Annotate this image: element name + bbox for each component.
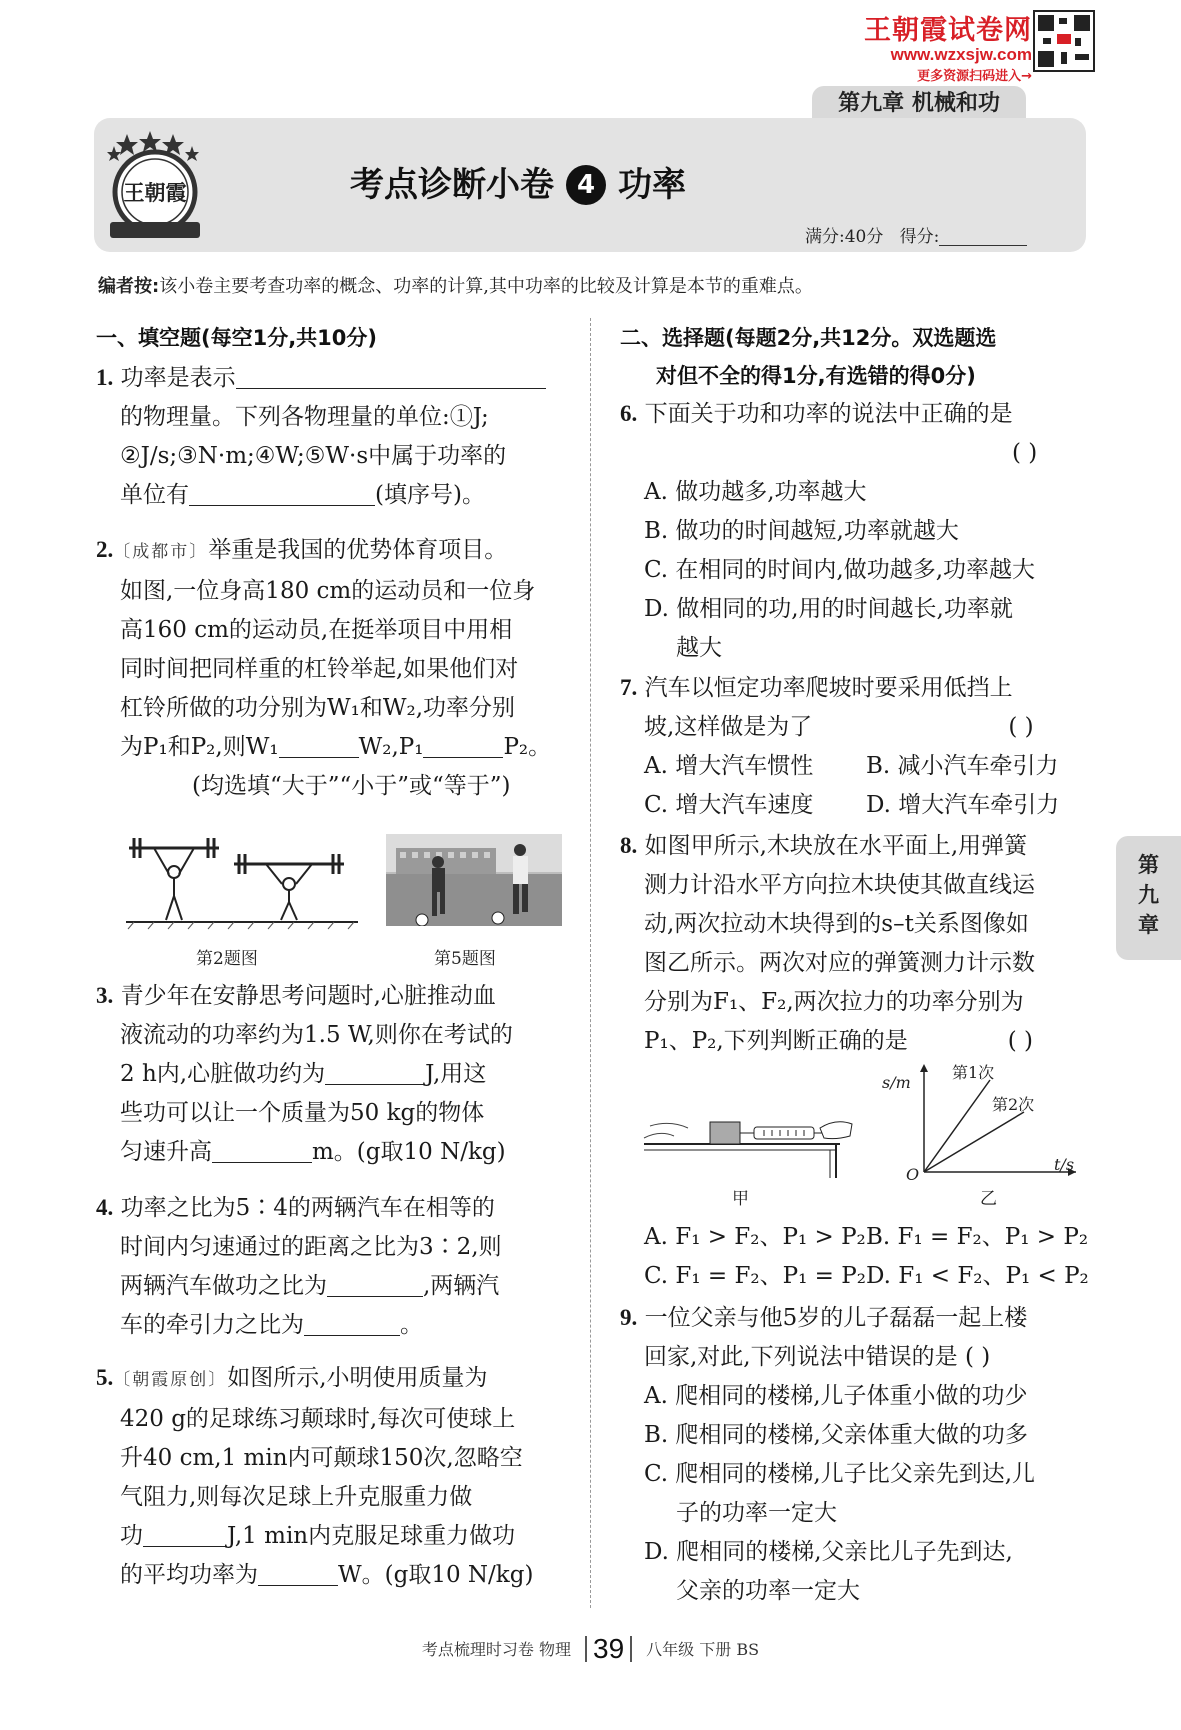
q9-option-b[interactable]: B. 爬相同的楼梯,父亲体重大做的功多 xyxy=(644,1422,1028,1448)
figure-football-photo xyxy=(386,834,562,930)
brand-name: 王朝霞试卷网 xyxy=(864,15,1032,46)
brand-block[interactable] xyxy=(852,8,1032,84)
figure-weightlifters xyxy=(124,832,360,934)
figure-caption-q5: 第5题图 xyxy=(434,949,496,969)
q8-line: P₁、P₂,下列判断正确的是 xyxy=(644,1028,908,1054)
q8-options xyxy=(644,1218,1089,1296)
brand-url[interactable]: www.wzxsjw.com xyxy=(890,45,1032,64)
q9-option-d[interactable]: D. 爬相同的楼梯,父亲比儿子先到达, xyxy=(644,1539,1013,1565)
q6-stem: 下面关于功和功率的说法中正确的是 xyxy=(644,401,1013,427)
question-9 xyxy=(620,1298,1035,1611)
score-line xyxy=(805,220,1027,247)
q7-answer-paren[interactable]: ( ) xyxy=(1008,714,1034,740)
graph-origin: O xyxy=(906,1165,920,1180)
column-divider xyxy=(590,318,591,1608)
graph-line-first xyxy=(924,1080,990,1172)
q6-option-a[interactable]: A. 做功越多,功率越大 xyxy=(644,479,867,505)
q2-line: 高160 cm的运动员,在挺举项目中用相 xyxy=(120,617,513,643)
logo-text: 王朝霞 xyxy=(123,180,187,205)
q5-blank-2[interactable] xyxy=(258,1560,338,1586)
st-graph xyxy=(880,1060,1080,1184)
q9-number: 9. xyxy=(620,1305,638,1330)
q4-line: 功率之比为5∶4的两辆汽车在相等的 xyxy=(120,1195,495,1221)
qr-code-icon[interactable] xyxy=(1033,10,1095,72)
side-tab-char: 第 xyxy=(1138,853,1159,877)
graph-ylabel: s/m xyxy=(882,1073,911,1092)
q8-line: 图乙所示。两次对应的弹簧测力计示数 xyxy=(644,950,1035,976)
q8-option-b[interactable]: B. F₁ = F₂、P₁ > P₂ xyxy=(866,1224,1089,1250)
figure-caption-jia: 甲 xyxy=(732,1189,749,1209)
q8-answer-paren[interactable]: ( ) xyxy=(1007,1028,1033,1054)
q4-line: 车的牵引力之比为 xyxy=(120,1312,304,1338)
q6-number: 6. xyxy=(620,401,638,426)
page-footer xyxy=(0,1633,1181,1664)
question-4 xyxy=(96,1188,502,1345)
title-prefix: 考点诊断小卷 xyxy=(350,165,554,205)
title-suffix: 功率 xyxy=(618,165,686,205)
editor-note xyxy=(98,272,813,298)
q5-line: 升40 cm,1 min内可颠球150次,忽略空 xyxy=(120,1445,523,1471)
full-score: 满分:40分 xyxy=(805,227,884,247)
question-1 xyxy=(96,358,546,515)
brand-more-text: 更多资源扫码进入→ xyxy=(917,69,1032,84)
q6-answer-paren[interactable]: ( ) xyxy=(1012,440,1038,466)
editor-note-label: 编者按: xyxy=(98,276,160,297)
q8-line: 测力计沿水平方向拉木块使其做直线运 xyxy=(644,872,1035,898)
q8-number: 8. xyxy=(620,833,638,858)
q4-line: 。 xyxy=(400,1312,423,1338)
wangzhaoxia-logo xyxy=(104,130,206,244)
q4-number: 4. xyxy=(96,1195,114,1220)
side-chapter-tab xyxy=(1116,836,1181,960)
section2-title-cont: 对但不全的得1分,有选错的得0分) xyxy=(656,364,976,388)
q3-blank-1[interactable] xyxy=(325,1059,425,1085)
q1-number: 1. xyxy=(96,365,114,390)
q7-option-a[interactable]: A. 增大汽车惯性 xyxy=(644,753,814,779)
q3-blank-2[interactable] xyxy=(212,1137,312,1163)
q3-line: 些功可以让一个质量为50 kg的物体 xyxy=(120,1100,485,1126)
q7-option-d[interactable]: D. 增大汽车牵引力 xyxy=(866,792,1060,818)
q3-line: 2 h内,心脏做功约为 xyxy=(120,1061,326,1087)
q4-line: 两辆汽车做功之比为 xyxy=(120,1273,327,1299)
graph-xlabel: t/s xyxy=(1054,1155,1075,1174)
q9-answer-paren[interactable]: ( ) xyxy=(964,1344,991,1370)
q1-line: ②J/s;③N·m;④W;⑤W·s中属于功率的 xyxy=(120,443,507,469)
q4-blank-1[interactable] xyxy=(327,1271,423,1297)
editor-note-text: 该小卷主要考查功率的概念、功率的计算,其中功率的比较及计算是本节的重难点。 xyxy=(159,276,813,297)
q5-line: 420 g的足球练习颠球时,每次可使球上 xyxy=(120,1406,516,1432)
q5-line: W。(g取10 N/kg) xyxy=(338,1562,534,1588)
q8-option-a[interactable]: A. F₁ > F₂、P₁ > P₂ xyxy=(644,1224,866,1250)
q9-option-c-cont: 子的功率一定大 xyxy=(676,1500,837,1526)
q2-line: 为P₁和P₂,则W₁ xyxy=(120,734,279,760)
q6-option-d[interactable]: D. 做相同的功,用的时间越长,功率就 xyxy=(644,596,1013,622)
q5-source: 〔朝霞原创〕 xyxy=(113,1370,228,1390)
q1-blank-1[interactable] xyxy=(236,363,546,389)
q4-blank-2[interactable] xyxy=(304,1310,400,1336)
q2-blank-1[interactable] xyxy=(279,732,359,758)
q5-line: 的平均功率为 xyxy=(120,1562,258,1588)
q2-source: 〔成都市〕 xyxy=(113,542,209,562)
side-tab-char: 章 xyxy=(1138,913,1159,937)
q9-option-d-cont: 父亲的功率一定大 xyxy=(676,1578,860,1604)
q3-line: 青少年在安静思考问题时,心脏推动血 xyxy=(120,983,496,1009)
q3-line: 匀速升高 xyxy=(120,1139,212,1165)
q9-option-a[interactable]: A. 爬相同的楼梯,儿子体重小做的功少 xyxy=(644,1383,1028,1409)
q3-line: 液流动的功率约为1.5 W,则你在考试的 xyxy=(120,1022,513,1048)
page-title xyxy=(350,157,950,206)
figure-block-spring-scale xyxy=(640,1100,855,1184)
q3-line: m。(g取10 N/kg) xyxy=(312,1139,506,1165)
q7-line: 坡,这样做是为了 xyxy=(644,714,813,740)
side-tab-char: 九 xyxy=(1138,883,1159,907)
q2-hint: (均选填“大于”“小于”或“等于”) xyxy=(192,773,511,799)
q6-option-b[interactable]: B. 做功的时间越短,功率就越大 xyxy=(644,518,959,544)
q5-line: 如图所示,小明使用质量为 xyxy=(227,1365,488,1391)
q9-option-c[interactable]: C. 爬相同的楼梯,儿子比父亲先到达,儿 xyxy=(644,1461,1036,1487)
q8-option-c[interactable]: C. F₁ = F₂、P₁ = P₂ xyxy=(644,1263,866,1289)
q1-line: (填序号)。 xyxy=(375,482,485,508)
graph-line-second xyxy=(924,1112,1024,1172)
chapter-tab: 第九章 机械和功 xyxy=(812,86,1026,122)
q8-line: 分别为F₁、F₂,两次拉力的功率分别为 xyxy=(644,989,1024,1015)
q9-line: 回家,对此,下列说法中错误的是 xyxy=(644,1344,958,1370)
question-6 xyxy=(620,394,1037,668)
question-8 xyxy=(620,826,1035,1061)
q8-option-d[interactable]: D. F₁ < F₂、P₁ < P₂ xyxy=(866,1263,1089,1289)
figure-caption-yi: 乙 xyxy=(980,1189,997,1209)
footer-left: 考点梳理时习卷 物理 xyxy=(421,1640,572,1659)
q2-line: 举重是我国的优势体育项目。 xyxy=(208,537,508,563)
q2-line: 杠铃所做的功分别为W₁和W₂,功率分别 xyxy=(120,695,516,721)
question-7 xyxy=(620,668,1059,825)
q8-line: 如图甲所示,木块放在水平面上,用弹簧 xyxy=(644,833,1028,859)
q3-line: J,用这 xyxy=(425,1061,487,1087)
section2-title: 二、选择题(每题2分,共12分。双选题选 xyxy=(620,326,997,350)
graph-label-second: 第2次 xyxy=(992,1095,1035,1114)
q6-option-d-cont: 越大 xyxy=(676,635,722,661)
footer-right: 八年级 下册 BS xyxy=(646,1640,760,1659)
q7-option-c[interactable]: C. 增大汽车速度 xyxy=(644,792,814,818)
question-2 xyxy=(96,530,551,806)
q1-line: 的物理量。下列各物理量的单位:①J; xyxy=(120,404,489,430)
score-label: 得分: xyxy=(899,227,940,247)
page-number: 39 xyxy=(585,1636,632,1662)
st-graph-svg xyxy=(880,1060,1080,1180)
q5-number: 5. xyxy=(96,1365,114,1390)
figure-caption-q2: 第2题图 xyxy=(196,949,258,969)
q4-line: ,两辆汽 xyxy=(423,1273,500,1299)
q5-line: J,1 min内克服足球重力做功 xyxy=(227,1523,516,1549)
q4-line: 时间内匀速通过的距离之比为3∶2,则 xyxy=(120,1234,502,1260)
q8-line: 动,两次拉动木块得到的s–t关系图像如 xyxy=(644,911,1029,937)
q2-line: W₂,P₁ xyxy=(358,734,424,760)
section1-title: 一、填空题(每空1分,共10分) xyxy=(96,326,378,350)
q7-option-b[interactable]: B. 减小汽车牵引力 xyxy=(866,753,1059,779)
q7-number: 7. xyxy=(620,675,638,700)
q2-number: 2. xyxy=(96,537,114,562)
question-3 xyxy=(96,976,513,1172)
q5-line: 气阻力,则每次足球上升克服重力做 xyxy=(120,1484,473,1510)
question-5 xyxy=(96,1358,533,1595)
q9-line: 一位父亲与他5岁的儿子磊磊一起上楼 xyxy=(644,1305,1028,1331)
q1-line: 功率是表示 xyxy=(120,365,236,391)
q2-line: 如图,一位身高180 cm的运动员和一位身 xyxy=(120,578,536,604)
q6-option-c[interactable]: C. 在相同的时间内,做功越多,功率越大 xyxy=(644,557,1036,583)
q3-number: 3. xyxy=(96,983,114,1008)
q7-line: 汽车以恒定功率爬坡时要采用低挡上 xyxy=(644,675,1013,701)
q5-blank-1[interactable] xyxy=(143,1521,227,1547)
graph-label-first: 第1次 xyxy=(952,1063,995,1082)
q5-line: 功 xyxy=(120,1523,143,1549)
q2-line: 同时间把同样重的杠铃举起,如果他们对 xyxy=(120,656,519,682)
q2-blank-2[interactable] xyxy=(423,732,503,758)
q1-line: 单位有 xyxy=(120,482,189,508)
q2-line: P₂。 xyxy=(503,734,552,760)
q1-blank-2[interactable] xyxy=(189,480,375,506)
title-number-badge: 4 xyxy=(566,165,606,205)
score-blank[interactable] xyxy=(939,220,1027,246)
